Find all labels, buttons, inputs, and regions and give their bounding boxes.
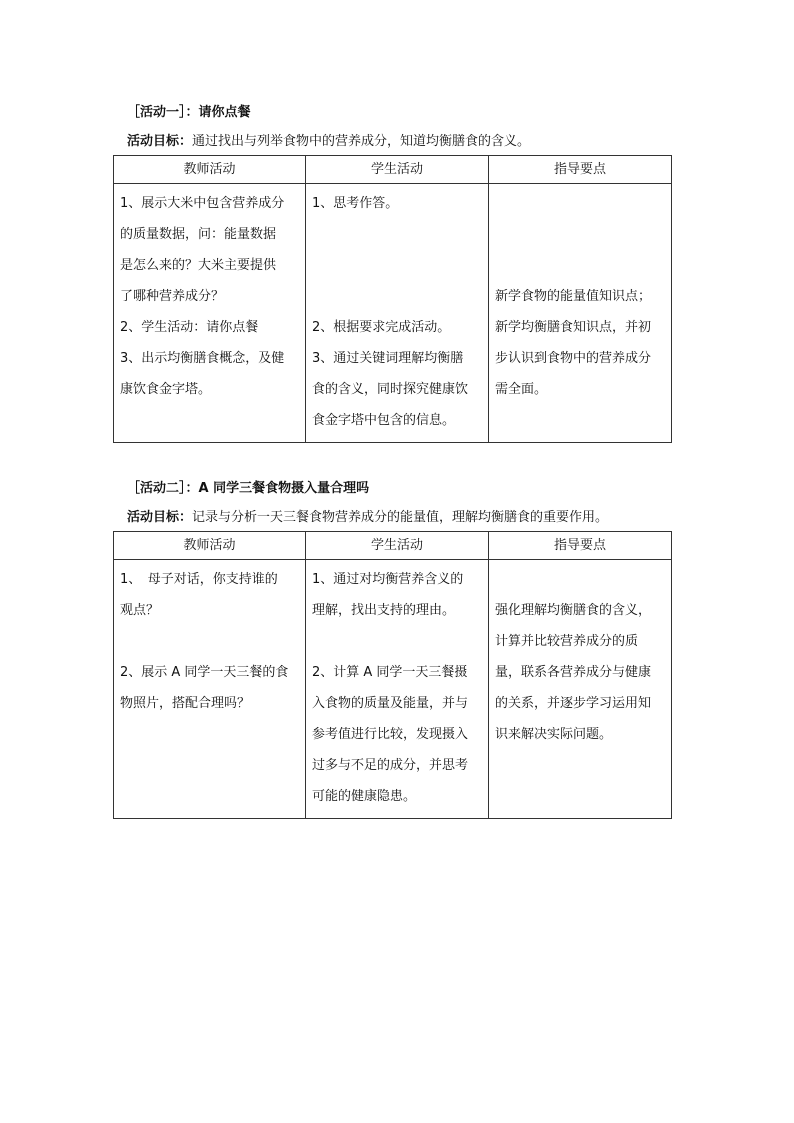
teacher-activity-cell [114,184,306,443]
goal-text: 记录与分析一天三餐食物营养成分的能量值，理解均衡膳食的重要作用。 [192,510,609,525]
teacher-activity-cell [114,560,306,819]
text-line: 需全面。 [495,382,548,397]
text-line: 1、通过对均衡营养含义的 [312,572,464,587]
text-line: 入食物的质量及能量，并与 [312,696,469,711]
header-guidance-points: 指导要点 [489,532,672,560]
text-line: 是怎么来的？大米主要提供 [120,258,277,273]
header-guidance-points: 指导要点 [489,156,672,184]
table-row [114,560,672,819]
header-teacher-activity: 教师活动 [114,532,306,560]
text-line: 可能的健康隐患。 [312,789,417,804]
goal-label: 活动目标： [127,510,193,525]
activity-one-goal [113,131,671,153]
text-line: 参考值进行比较，发现摄入 [312,727,469,742]
activity-one-section [113,103,671,443]
activity-two-table [113,531,672,819]
text-line: 理解，找出支持的理由。 [312,603,456,618]
table-header-row [114,532,672,560]
guidance-points-cell [489,560,672,819]
text-line: 强化理解均衡膳食的含义， [495,603,652,618]
goal-text: 通过找出与列举食物中的营养成分，知道均衡膳食的含义。 [192,134,531,149]
text-line: 的关系，并逐步学习运用知 [495,696,652,711]
text-line: 2、计算 A 同学一天三餐摄 [312,665,468,680]
text-line: 识来解决实际问题。 [495,727,613,742]
activity-two-heading: ［活动二］：A 同学三餐食物摄入量合理吗 [127,481,370,496]
text-line: 1、 母子对话，你支持谁的 [120,572,278,587]
text-line: 过多与不足的成分，并思考 [312,758,469,773]
student-activity-cell [306,184,489,443]
text-line: 食金字塔中包含的信息。 [312,413,456,428]
text-line: 了哪种营养成分？ [120,289,225,304]
text-line: 计算并比较营养成分的质 [495,634,639,649]
text-line: 的质量数据，问：能量数据 [120,227,277,242]
guidance-points-cell [489,184,672,443]
text-line: 3、出示均衡膳食概念，及健 [120,351,285,366]
text-line: 1、思考作答。 [312,196,399,211]
table-header-row [114,156,672,184]
header-teacher-activity: 教师活动 [114,156,306,184]
text-line: 食的含义，同时探究健康饮 [312,382,469,397]
activity-two-goal [113,507,671,529]
text-line: 观点？ [120,603,160,618]
student-activity-cell [306,560,489,819]
text-line: 量，联系各营养成分与健康 [495,665,652,680]
header-student-activity: 学生活动 [306,532,489,560]
text-line: 2、学生活动：请你点餐 [120,320,259,335]
table-row [114,184,672,443]
text-line: 康饮食金字塔。 [120,382,212,397]
activity-one-heading: ［活动一］：请你点餐 [127,105,251,120]
goal-label: 活动目标： [127,134,193,149]
activity-one-table [113,155,672,443]
text-line: 步认识到食物中的营养成分 [495,351,652,366]
text-line: 3、通过关键词理解均衡膳 [312,351,464,366]
text-line: 新学食物的能量值知识点； [495,289,652,304]
text-line: 2、根据要求完成活动。 [312,320,451,335]
text-line: 2、展示 A 同学一天三餐的食 [120,665,289,680]
text-line: 物照片，搭配合理吗？ [120,696,251,711]
activity-two-section [113,479,671,819]
header-student-activity: 学生活动 [306,156,489,184]
text-line: 新学均衡膳食知识点，并初 [495,320,652,335]
text-line: 1、展示大米中包含营养成分 [120,196,285,211]
